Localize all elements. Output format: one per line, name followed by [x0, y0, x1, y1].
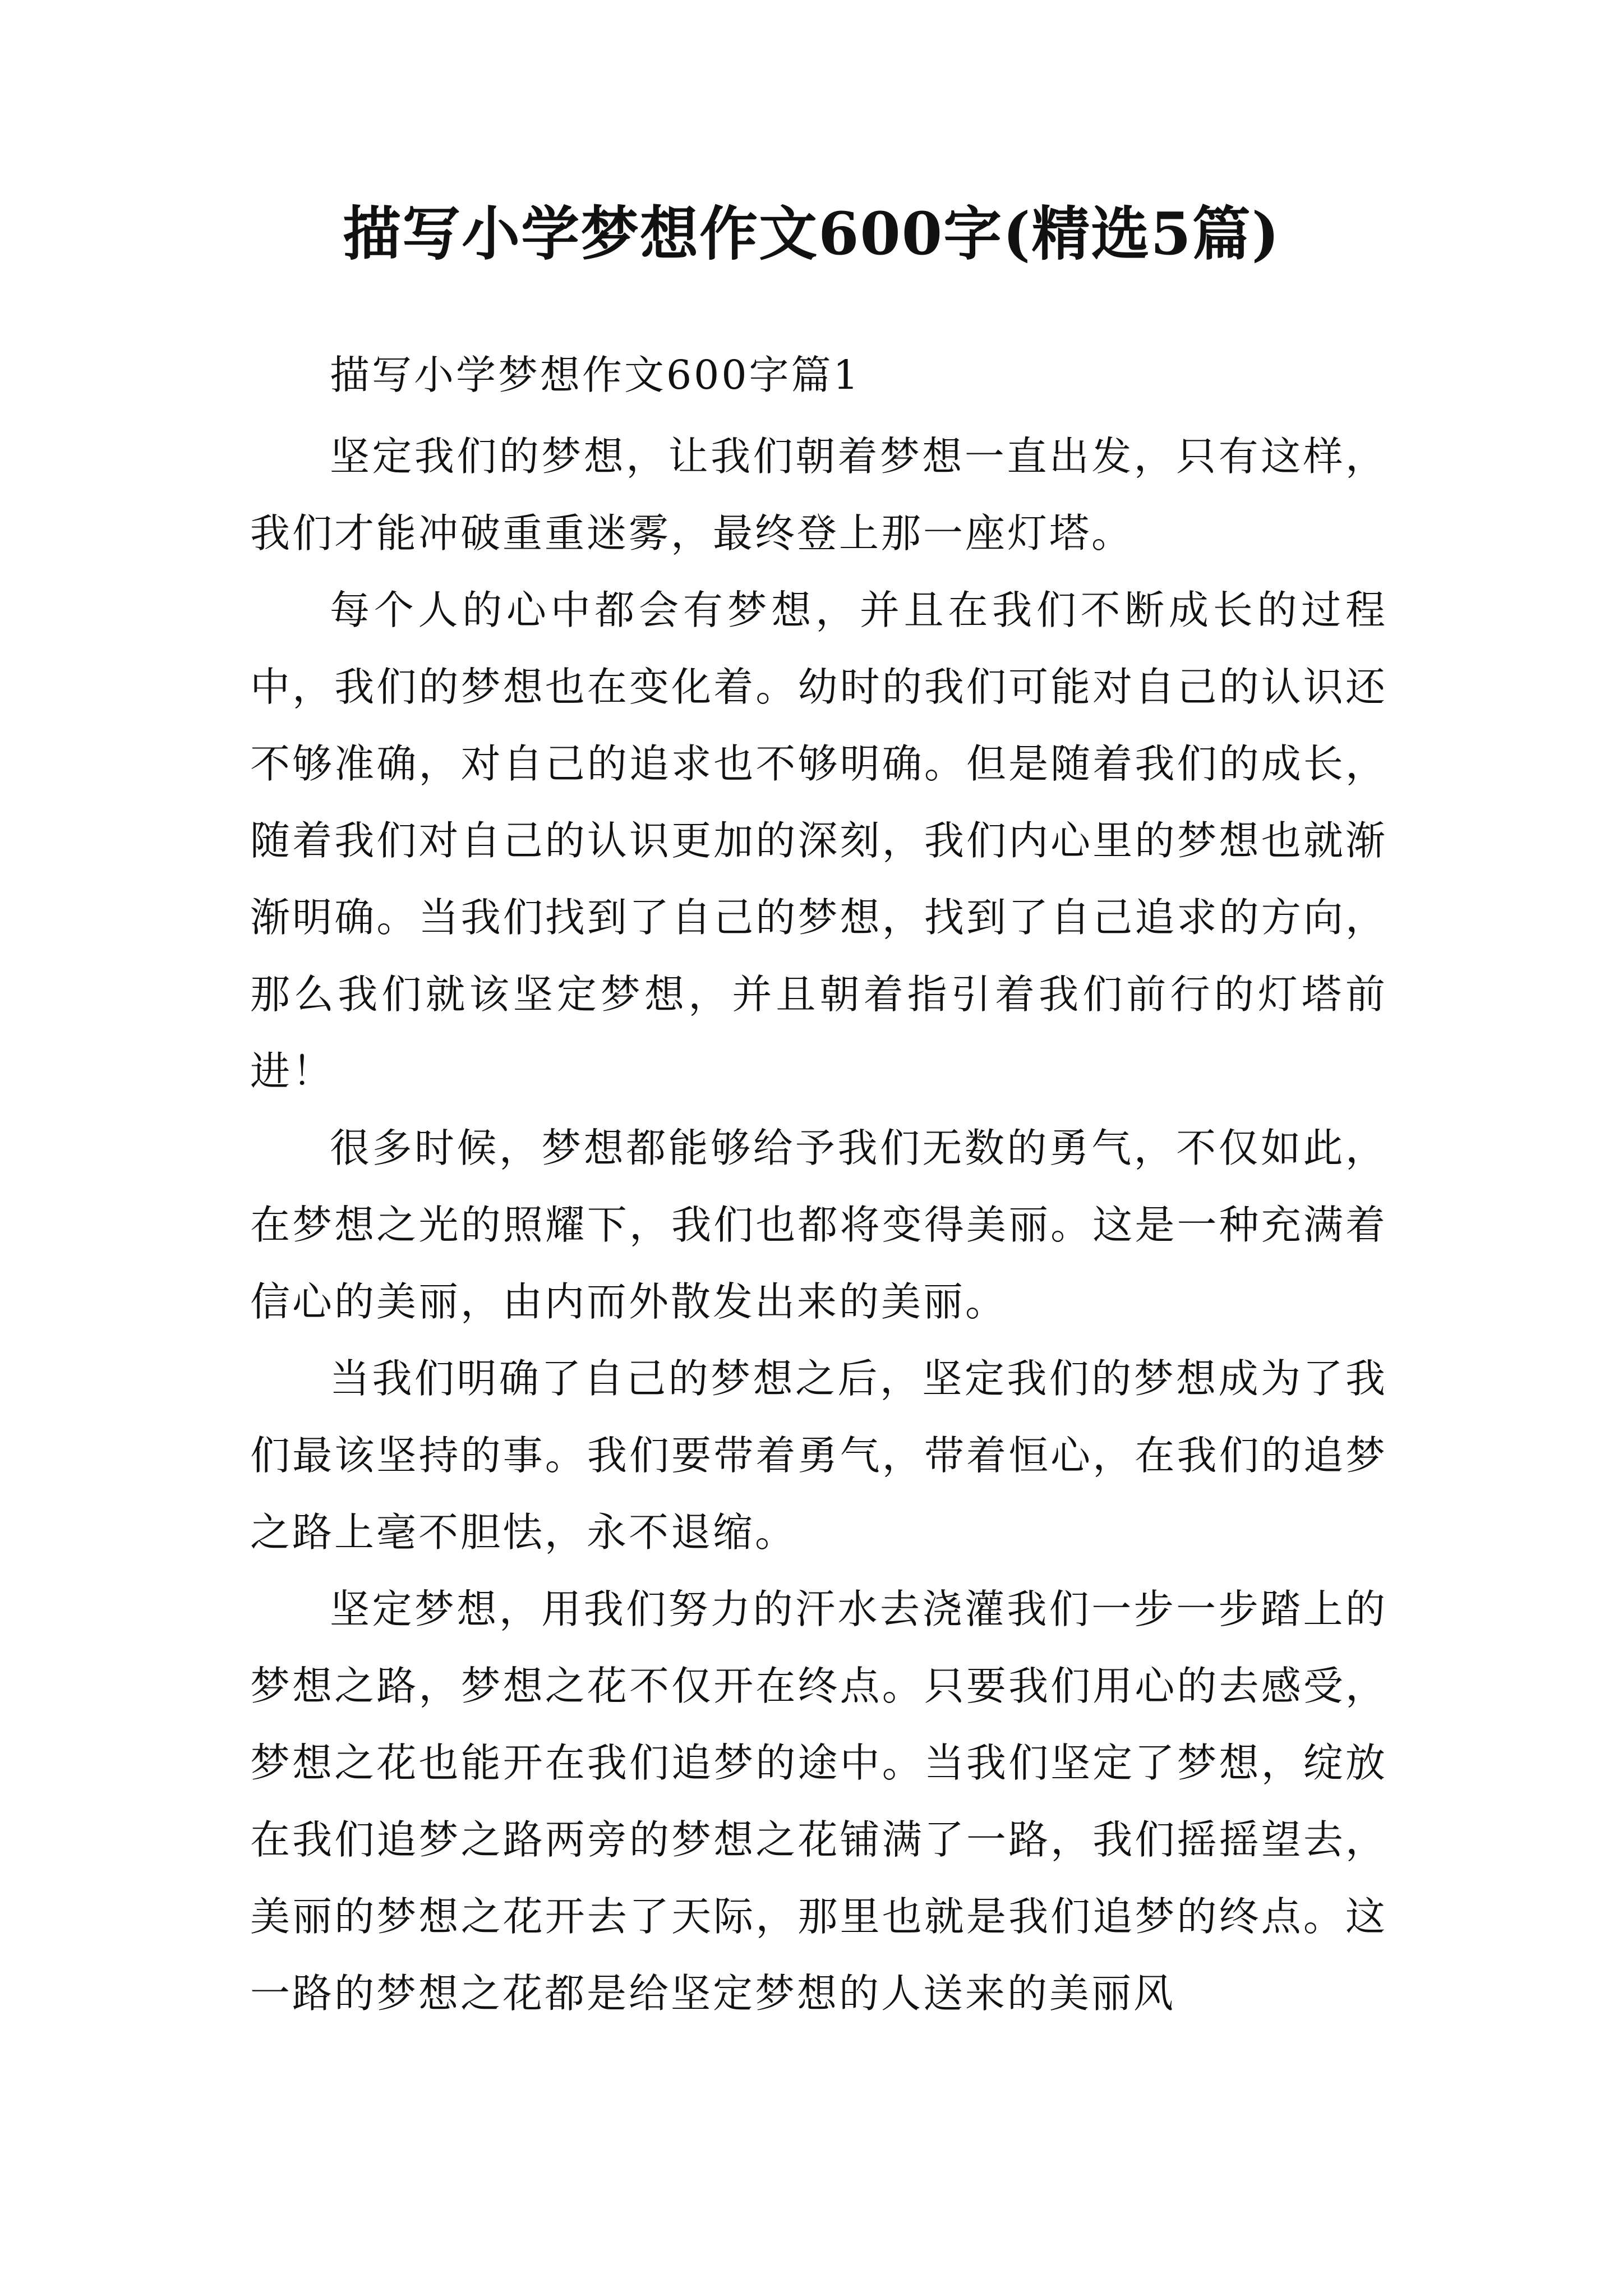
- paragraph-4: 当我们明确了自己的梦想之后，坚定我们的梦想成为了我们最该坚持的事。我们要带着勇气，带着恒心，在我们的追梦之路上毫不胆怯，永不退缩。: [250, 1355, 1387, 1556]
- paragraph-3: 很多时候，梦想都能够给予我们无数的勇气，不仅如此，在梦想之光的照耀下，我们也都将变得美丽。这是一种充满着信心的美丽，由内而外散发出来的美丽。: [250, 1125, 1387, 1325]
- document-title: 描写小学梦想作文600字(精选5篇): [343, 199, 1280, 268]
- paragraph-5: 坚定梦想，用我们努力的汗水去浇灌我们一步一步踏上的梦想之路，梦想之花不仅开在终点。只要我们用心的去感受，梦想之花也能开在我们追梦的途中。当我们坚定了梦想，绽放在我们追梦之路两旁的梦想之花铺满了一路，我们摇摇望去，美丽的梦想之花开去了天际，那里也就是我们追梦的终点。这一路的梦想之花都是给坚定梦想的人送来的美丽风: [250, 1586, 1387, 2017]
- document-body: [250, 337, 1387, 2032]
- paragraph-2: 每个人的心中都会有梦想，并且在我们不断成长的过程中，我们的梦想也在变化着。幼时的我们可能对自己的认识还不够准确，对自己的追求也不够明确。但是随着我们的成长，随着我们对自己的认识更加的深刻，我们内心里的梦想也就渐渐明确。当我们找到了自己的梦想，找到了自己追求的方向，那么我们就该坚定梦想，并且朝着指引着我们前行的灯塔前进！: [250, 587, 1387, 1094]
- paragraph-1: 坚定我们的梦想，让我们朝着梦想一直出发，只有这样，我们才能冲破重重迷雾，最终登上那一座灯塔。: [250, 433, 1387, 556]
- section-heading: 描写小学梦想作文600字篇1: [330, 352, 861, 398]
